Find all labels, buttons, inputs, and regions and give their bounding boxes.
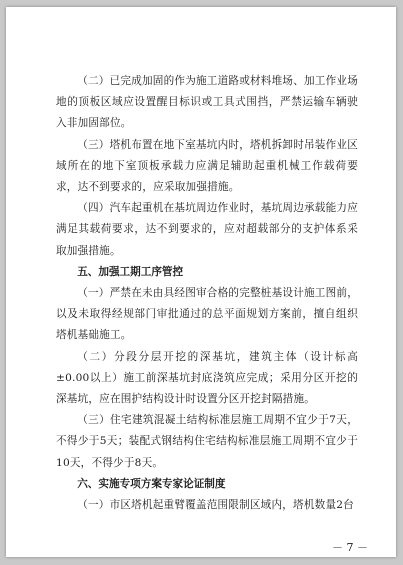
paragraph-2-2: （二）已完成加固的作为施工道路或材料堆场、加工作业场地的顶板区域应设置醒目标识或工具式围挡，严禁运输车辆驶入非加固部位。 [56,75,358,130]
section-heading-6: 六、实施专项方案专家论证制度 [77,477,226,490]
document-page [6,7,396,557]
paragraph-2-3: （三）塔机布置在地下室基坑内时，塔机拆卸时吊装作业区域所在的地下室顶板承载力应满足辅助起重机械工作载荷要求，达不到要求的，应采取加强措施。 [56,138,358,194]
paragraph-5-1: （一）严禁在未由具经图审合格的完整桩基设计施工图前，以及未取得经规部门审批通过的总平面规划方案前，擅自组织塔机基础施工。 [56,287,358,342]
page-number: － 7 － [332,541,368,554]
paragraph-5-3: （三）住宅建筑混凝土结构标准层施工周期不宜少于7天，不得少于5天；装配式钢结构住宅结构标准层施工周期不宜少于10天，不得少于8天。 [56,414,358,469]
paragraph-6-1: （一）市区塔机起重臂覆盖范围限制区域内，塔机数量2台 [77,499,354,512]
paragraph-2-4: （四）汽车起重机在基坑周边作业时，基坑周边承载能力应满足其载荷要求，达不到要求的，应对超载部分的支护体系采取加强措施。 [56,202,358,257]
section-heading-5: 五、加强工期工序管控 [77,265,184,278]
paragraph-5-2: （二）分段分层开挖的深基坑，建筑主体（设计标高±0.00以上）施工前深基坑封底浇筑应完成；采用分区开挖的深基坑，应在围护结构设计时设置分区开挖封隔措施。 [56,350,358,406]
document-body [56,71,358,516]
